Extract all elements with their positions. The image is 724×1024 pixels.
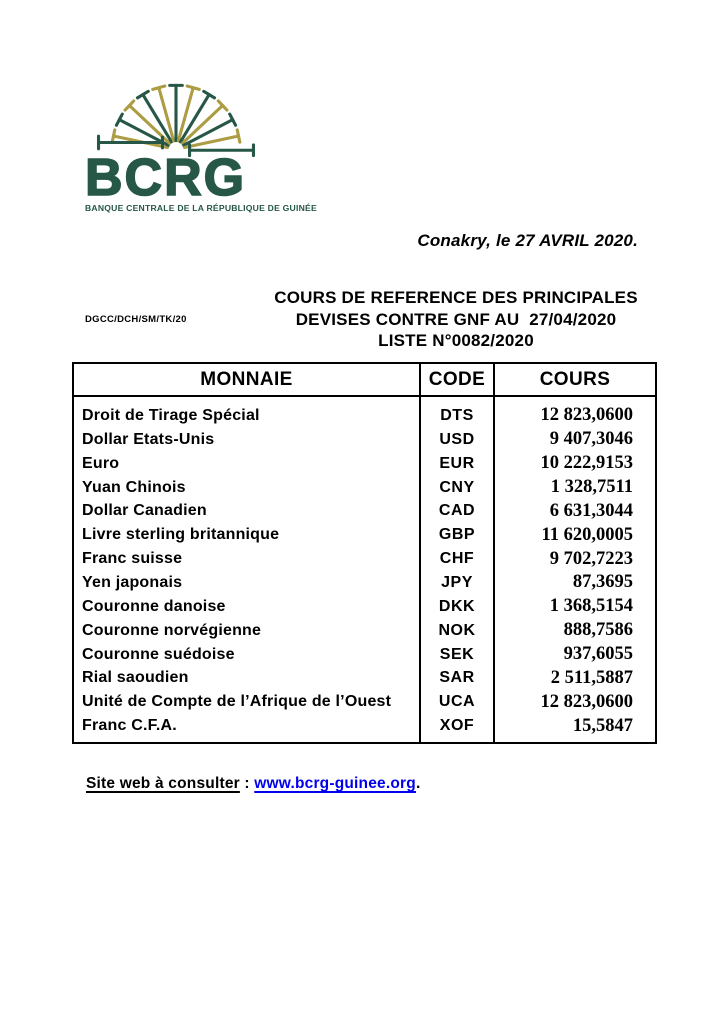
- currency-code: SEK: [439, 645, 475, 663]
- currency-code: CNY: [439, 478, 475, 496]
- bcrg-logo: [85, 66, 317, 213]
- table-row: [74, 523, 655, 547]
- currency-name: Couronne norvégienne: [82, 621, 262, 639]
- currency-code: DTS: [440, 406, 474, 424]
- currency-name: Yuan Chinois: [82, 478, 186, 496]
- currency-name: Droit de Tirage Spécial: [82, 406, 260, 424]
- column-header-cours: COURS: [539, 368, 611, 390]
- exchange-rate: 12 823,0600: [540, 405, 633, 426]
- table-row: [74, 643, 655, 667]
- currency-name: Couronne suédoise: [82, 645, 235, 663]
- table-row: [74, 619, 655, 643]
- currency-name: Livre sterling britannique: [82, 526, 280, 544]
- currency-code: EUR: [439, 454, 475, 472]
- column-divider: [493, 364, 495, 742]
- table-row: [74, 666, 655, 690]
- currency-name: Unité de Compte de l’Afrique de l’Ouest: [82, 693, 392, 711]
- table-row: [74, 571, 655, 595]
- currency-code: NOK: [438, 621, 476, 639]
- exchange-rate-table: [72, 362, 657, 744]
- footer-period: .: [415, 775, 421, 792]
- title-line-3: LISTE N°0082/2020: [378, 331, 534, 350]
- currency-code: XOF: [439, 717, 475, 735]
- currency-code: CAD: [438, 502, 476, 520]
- exchange-rate: 12 823,0600: [540, 691, 633, 712]
- column-header-code: CODE: [428, 368, 486, 390]
- logo-horn-fan-icon: [93, 66, 259, 158]
- exchange-rate: 937,6055: [563, 644, 633, 665]
- currency-name: Rial saoudien: [82, 669, 189, 687]
- reference-code: DGCC/DCH/SM/TK/20: [85, 314, 187, 325]
- currency-code: DKK: [438, 597, 476, 615]
- currency-code: JPY: [441, 573, 473, 591]
- table-row: [74, 714, 655, 738]
- table-row: [74, 452, 655, 476]
- footer-separator: :: [239, 775, 255, 792]
- date-line: Conakry, le 27 AVRIL 2020.: [417, 231, 638, 250]
- table-row: [74, 404, 655, 428]
- currency-code: UCA: [438, 693, 476, 711]
- exchange-rate: 11 620,0005: [541, 524, 633, 545]
- logo-tagline: BANQUE CENTRALE DE LA RÉPUBLIQUE DE GUINÉE: [85, 203, 317, 213]
- exchange-rate: 15,5847: [572, 715, 633, 736]
- currency-name: Dollar Etats-Unis: [82, 430, 215, 448]
- currency-name: Couronne danoise: [82, 597, 226, 615]
- table-row: [74, 476, 655, 500]
- currency-code: USD: [439, 430, 475, 448]
- currency-name: Dollar Canadien: [82, 502, 207, 520]
- table-row: [74, 428, 655, 452]
- currency-name: Franc C.F.A.: [82, 717, 177, 735]
- currency-code: SAR: [439, 669, 475, 687]
- exchange-rate: 87,3695: [572, 572, 633, 593]
- website-label: Site web à consulter: [86, 775, 240, 792]
- column-divider: [419, 364, 421, 742]
- currency-name: Yen japonais: [82, 573, 183, 591]
- table-row: [74, 499, 655, 523]
- document-title: [252, 287, 660, 352]
- table-row: [74, 547, 655, 571]
- currency-name: Franc suisse: [82, 550, 183, 568]
- logo-acronym: BCRG: [85, 149, 247, 207]
- exchange-rate: 10 222,9153: [540, 453, 633, 474]
- currency-name: Euro: [82, 454, 120, 472]
- website-link[interactable]: www.bcrg-guinee.org: [254, 775, 416, 792]
- footer-note: [86, 775, 420, 793]
- title-line-2: DEVISES CONTRE GNF AU 27/04/2020: [295, 309, 617, 329]
- exchange-rate: 1 328,7511: [550, 477, 633, 497]
- table-row: [74, 690, 655, 714]
- column-header-monnaie: MONNAIE: [200, 368, 293, 390]
- table-row: [74, 595, 655, 619]
- currency-code: CHF: [439, 550, 475, 568]
- exchange-rate: 2 511,5887: [550, 667, 633, 688]
- exchange-rate: 6 631,3044: [549, 500, 633, 521]
- exchange-rate: 1 368,5154: [549, 596, 633, 617]
- exchange-rate: 888,7586: [563, 620, 633, 641]
- exchange-rate: 9 702,7223: [549, 548, 633, 569]
- table-header-row: [74, 364, 655, 397]
- exchange-rate: 9 407,3046: [549, 429, 633, 450]
- title-line-1: COURS DE REFERENCE DES PRINCIPALES: [274, 288, 638, 307]
- table-body: [74, 397, 655, 742]
- currency-code: GBP: [438, 526, 476, 544]
